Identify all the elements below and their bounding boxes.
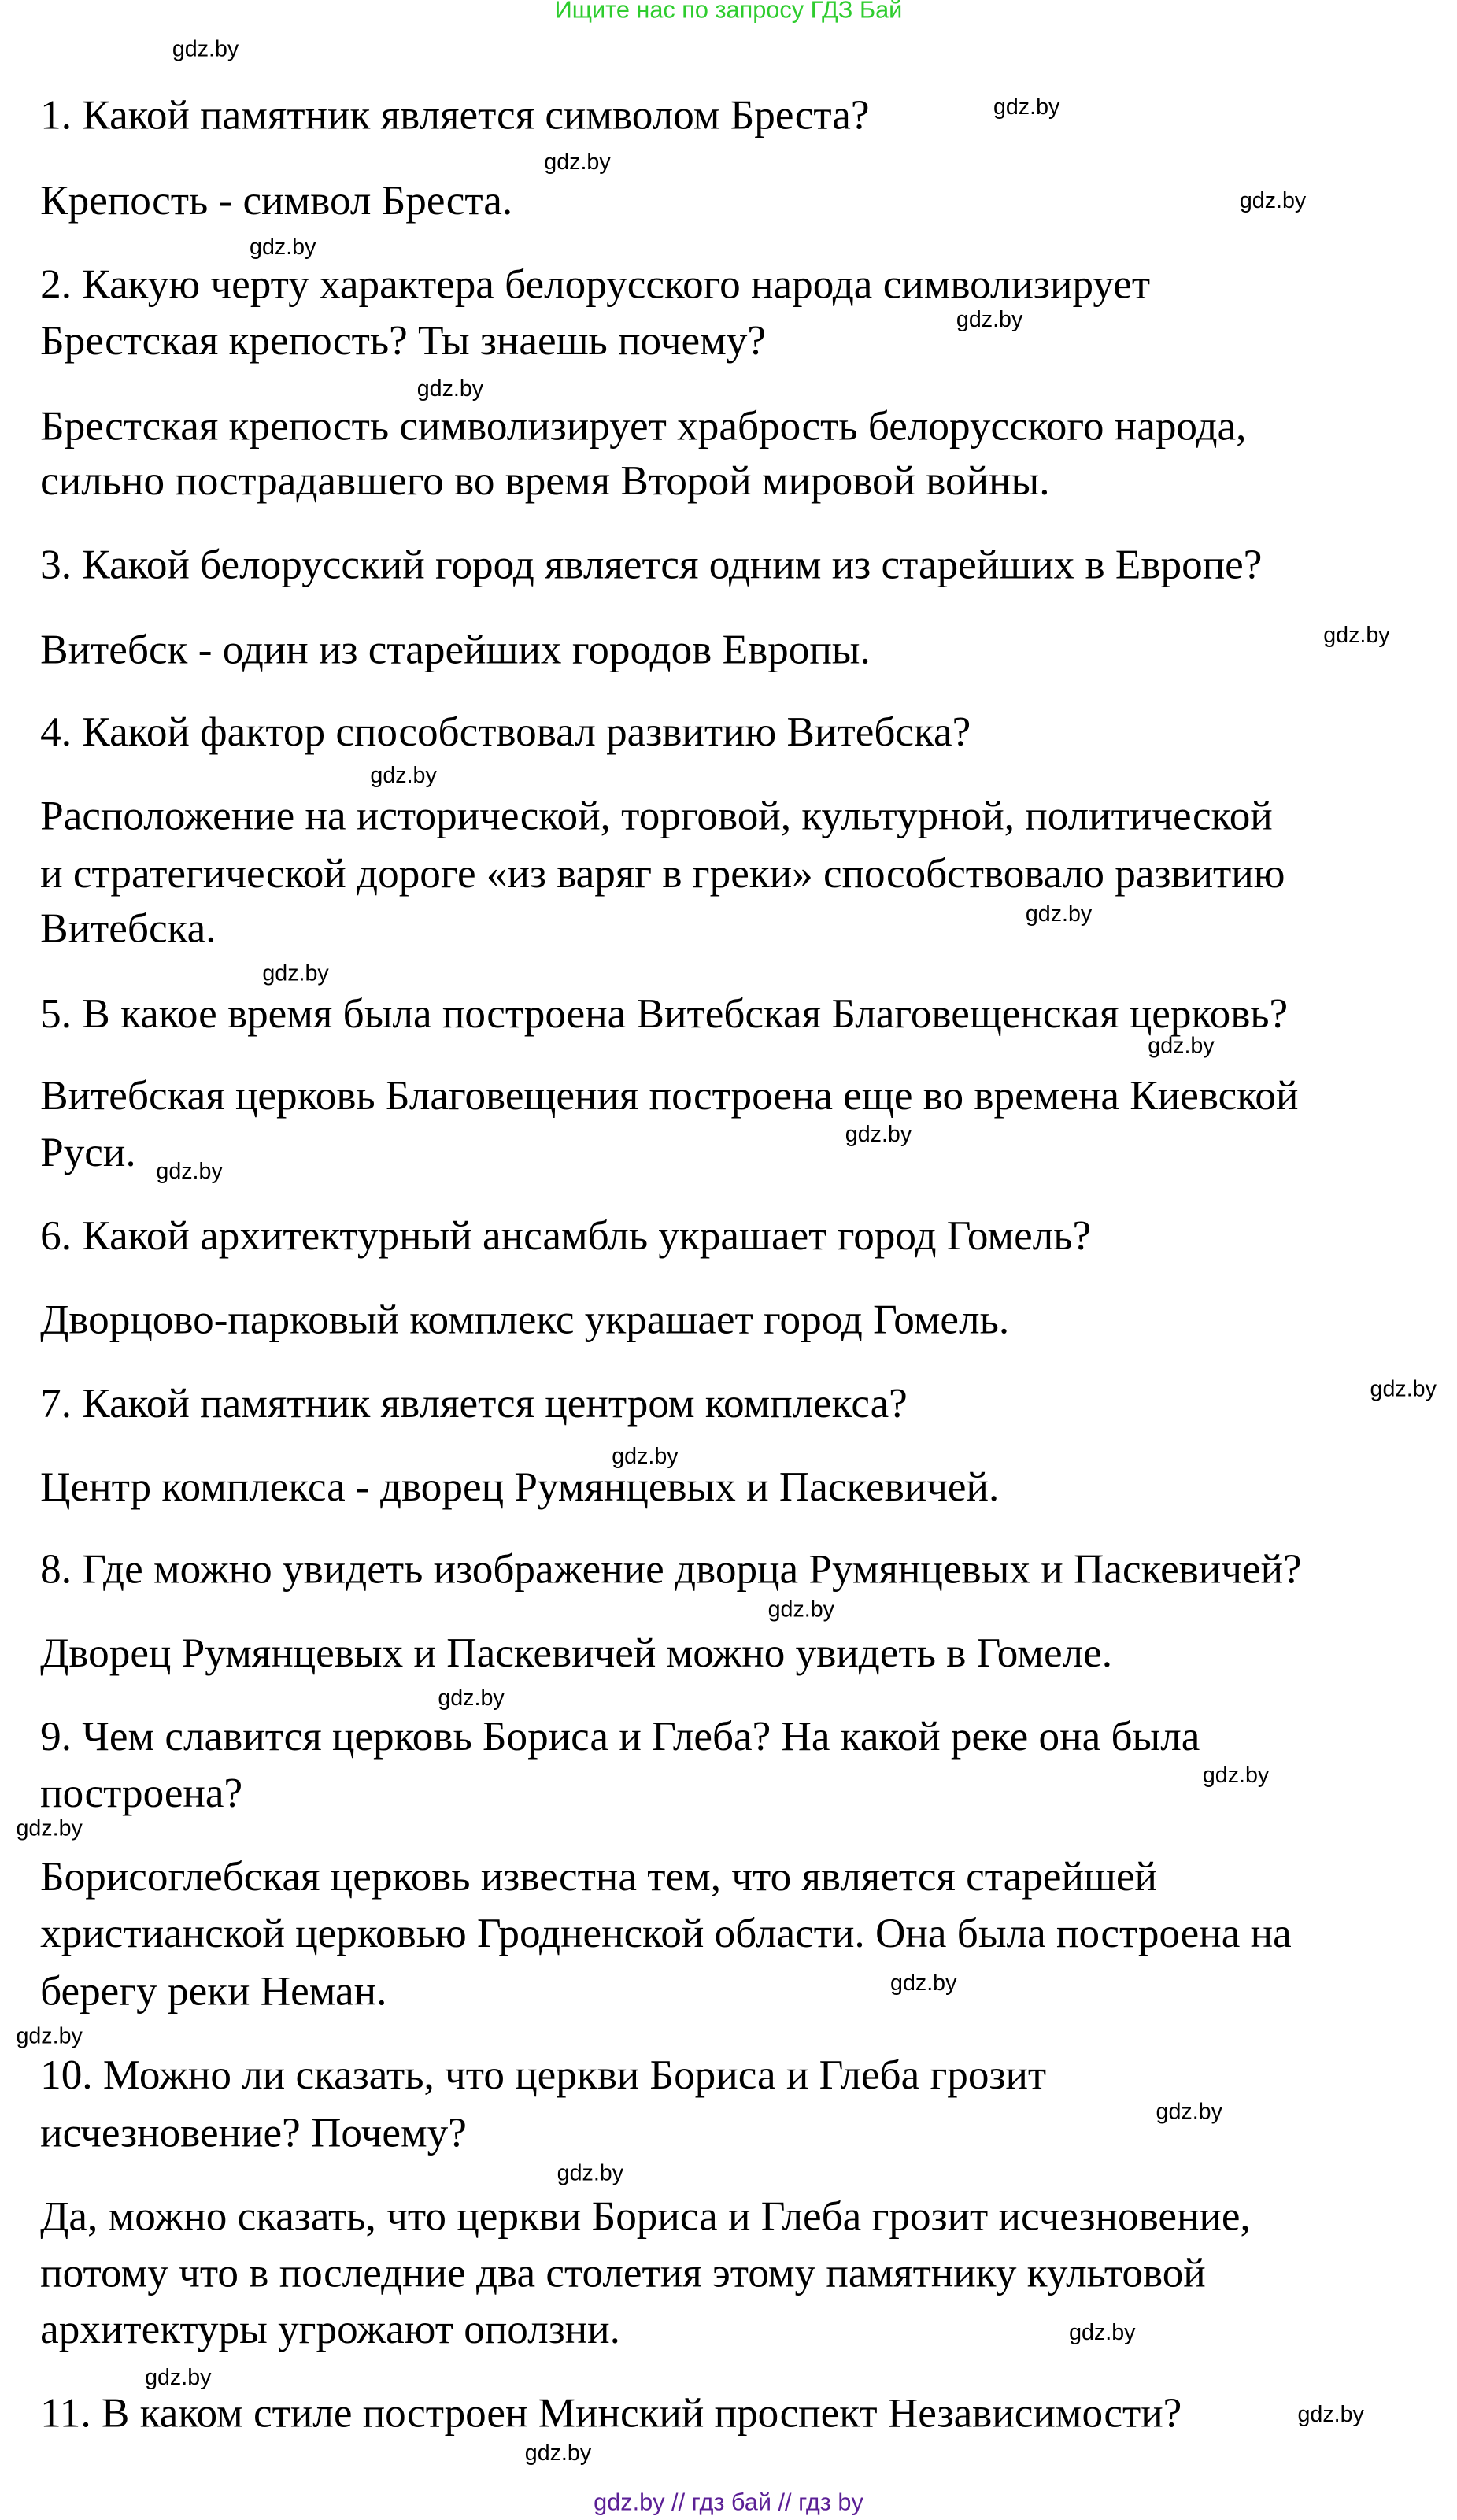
question-line: 3. Какой белорусский город является одним из старейших в Европе?	[40, 541, 1263, 588]
text-line: Витебска.	[40, 905, 216, 952]
text-line: исчезновение? Почему?	[40, 2109, 467, 2156]
watermark-text: gdz.by	[1025, 900, 1093, 927]
text-line: берегу реки Неман.	[40, 1967, 387, 2015]
watermark-text: gdz.by	[956, 305, 1023, 332]
text-line: христианской церковью Гродненской области. Она была построена на	[40, 1909, 1292, 1957]
text-line: потому что в последние два столетия этому памятнику культовой	[40, 2249, 1206, 2296]
footer-banner: gdz.by // гдз бай // гдз by	[594, 2489, 863, 2517]
text-line: Расположение на исторической, торговой, культурной, политической	[40, 792, 1273, 839]
watermark-text: gdz.by	[1202, 1761, 1270, 1788]
text-line: Дворец Румянцевых и Паскевичей можно увидеть в Гомеле.	[40, 1629, 1112, 1677]
watermark-text: gdz.by	[524, 2439, 592, 2466]
question-line: 6. Какой архитектурный ансамбль украшает город Гомель?	[40, 1212, 1092, 1260]
watermark-text: gdz.by	[1370, 1375, 1437, 1401]
text-line: Брестская крепость символизирует храбрость белорусского народа,	[40, 402, 1247, 450]
text-line: архитектуры угрожают оползни.	[40, 2305, 620, 2353]
header-banner: Ищите нас по запросу ГДЗ Бай	[554, 0, 903, 24]
watermark-text: gdz.by	[438, 1684, 505, 1711]
text-line: Витебская церковь Благовещения построена еще во времена Киевской	[40, 1072, 1299, 1119]
watermark-text: gdz.by	[1297, 2400, 1364, 2427]
watermark-text: gdz.by	[250, 233, 316, 260]
watermark-text: gdz.by	[156, 1157, 223, 1184]
question-line: 4. Какой фактор способствовал развитию Витебска?	[40, 708, 971, 756]
watermark-text: gdz.by	[262, 959, 329, 986]
question-line: 2. Какую черту характера белорусского народа символизирует	[40, 261, 1151, 308]
question-line: 8. Где можно увидеть изображение дворца Румянцевых и Паскевичей?	[40, 1545, 1302, 1593]
question-line: 9. Чем славится церковь Бориса и Глеба? На какой реке она была	[40, 1713, 1200, 1760]
question-line: 1. Какой памятник является символом Бреста?	[40, 91, 870, 139]
watermark-text: gdz.by	[1156, 2098, 1222, 2124]
watermark-text: gdz.by	[1323, 621, 1390, 648]
text-line: Борисоглебская церковь известна тем, что является старейшей	[40, 1853, 1157, 1900]
text-line: Да, можно сказать, что церкви Бориса и Глеба грозит исчезновение,	[40, 2193, 1251, 2241]
text-line: Крепость - символ Бреста.	[40, 176, 513, 224]
question-line: 5. В какое время была построена Витебская Благовещенская церковь?	[40, 990, 1289, 1038]
watermark-text: gdz.by	[1069, 2318, 1136, 2344]
watermark-text: gdz.by	[416, 375, 484, 401]
watermark-text: gdz.by	[145, 2363, 212, 2390]
question-line: 7. Какой памятник является центром комплекса?	[40, 1379, 908, 1427]
watermark-text: gdz.by	[557, 2159, 624, 2185]
text-line: Руси.	[40, 1128, 136, 1176]
watermark-text: gdz.by	[845, 1120, 912, 1147]
watermark-text: gdz.by	[890, 1969, 957, 1996]
text-line: Витебск - один из старейших городов Европы.	[40, 626, 871, 673]
watermark-text: gdz.by	[172, 35, 239, 61]
watermark-text: gdz.by	[370, 761, 437, 788]
question-line: 10. Можно ли сказать, что церкви Бориса и Глеба грозит	[40, 2051, 1047, 2099]
question-line: 11. В каком стиле построен Минский проспект Независимости?	[40, 2389, 1182, 2437]
watermark-text: gdz.by	[16, 2022, 83, 2048]
text-line: и стратегической дороге «из варяг в греки» способствовало развитию	[40, 849, 1285, 897]
watermark-text: gdz.by	[544, 148, 611, 174]
watermark-text: gdz.by	[612, 1442, 679, 1469]
watermark-text: gdz.by	[1148, 1032, 1215, 1058]
watermark-text: gdz.by	[1239, 187, 1307, 213]
text-line: Центр комплекса - дворец Румянцевых и Паскевичей.	[40, 1464, 1000, 1511]
watermark-text: gdz.by	[16, 1815, 83, 1841]
text-line: сильно пострадавшего во время Второй мировой войны.	[40, 457, 1050, 505]
text-line: Брестская крепость? Ты знаешь почему?	[40, 316, 766, 364]
watermark-text: gdz.by	[993, 93, 1060, 120]
text-line: построена?	[40, 1769, 243, 1817]
text-line: Дворцово-парковый комплекс украшает город Гомель.	[40, 1296, 1010, 1343]
watermark-text: gdz.by	[767, 1595, 834, 1622]
